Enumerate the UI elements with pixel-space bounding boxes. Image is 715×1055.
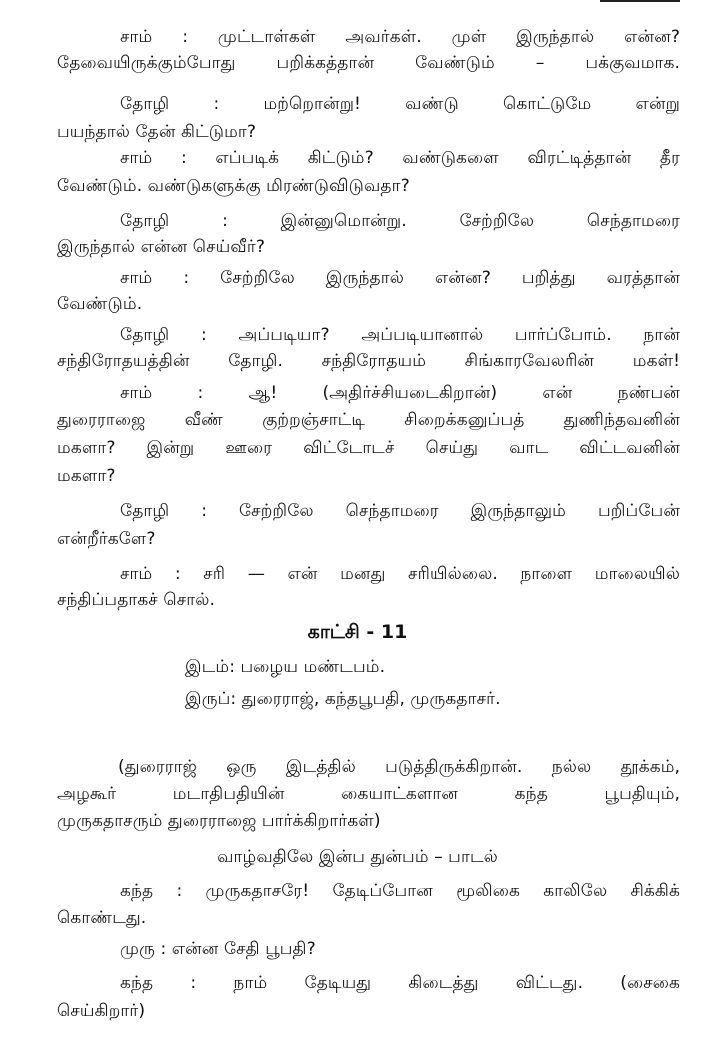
top-rule	[600, 0, 680, 2]
text-line: வேண்டும். வண்டுகளுக்கு மிரண்டுவிடுவதா?	[57, 176, 410, 196]
text-line: சாம் : முட்டாள்கள் அவர்கள். முள் இருந்தால் என்ன?	[120, 27, 680, 47]
text-line: அழகூர் மடாதிபதியின் கையாட்களான கந்த பூபதியும்,	[57, 784, 680, 804]
text-line: சாம் : எப்படிக் கிட்டும்? வண்டுகளை விரட்டித்தான் தீர	[120, 148, 680, 168]
text-line: தோழி : மற்றொன்று! வண்டு கொட்டுமே என்று	[120, 94, 680, 114]
text-line: செய்கிறார்)	[57, 1001, 146, 1021]
text-line: சந்திரோதயத்தின் தோழி. சந்திரோதயம் சிங்காரவேலரின் மகள்!	[57, 351, 680, 371]
text-line: வேண்டும்.	[57, 294, 143, 314]
text-line: தோழி : சேற்றிலே செந்தாமரை இருந்தாலும் பறிப்பேன்	[120, 501, 680, 521]
text-line: கந்த : நாம் தேடியது கிடைத்து விட்டது. (சைகை	[120, 973, 680, 993]
text-line: சாம் : சேற்றிலே இருந்தால் என்ன? பறித்து வரத்தான்	[120, 268, 680, 288]
text-line: கொண்டது.	[57, 908, 147, 928]
text-line: கந்த : முருகதாசரே! தேடிப்போன மூலிகை காலிலே சிக்கிக்	[120, 881, 680, 901]
text-line: துரைராஜை வீண் குற்றஞ்சாட்டி சிறைக்கனுப்பத் துணிந்தவனின்	[57, 410, 680, 430]
place-line: இடம்: பழைய மண்டபம்.	[185, 657, 386, 677]
text-line: என்றீர்களே?	[57, 529, 156, 549]
text-line: முருகதாசரும் துரைராஜை பார்க்கிறார்கள்)	[57, 811, 381, 831]
text-line: பயந்தால் தேன் கிட்டுமா?	[57, 122, 257, 142]
text-line: தேவையிருக்கும்போது பறிக்கத்தான் வேண்டும் – பக்குவமாக.	[57, 53, 680, 73]
characters-line: இருப்: துரைராஜ், கந்தபூபதி, முருகதாசர்.	[185, 689, 501, 709]
text-line: சந்திப்பதாகச் சொல்.	[57, 590, 215, 610]
text-line: இருந்தால் என்ன செய்வீர்?	[57, 237, 265, 257]
text-line: மகளா? இன்று ஊரை விட்டோடச் செய்து வாட விட்டவனின்	[57, 438, 680, 458]
text-line: (துரைராஜ் ஒரு இடத்தில் படுத்திருக்கிறான். நல்ல தூக்கம்,	[118, 757, 680, 777]
text-line: தோழி : அப்படியா? அப்படியானால் பார்ப்போம். நான்	[120, 325, 680, 345]
text-line: மகளா?	[57, 466, 116, 486]
text-line: தோழி : இன்னுமொன்று. சேற்றிலே செந்தாமரை	[120, 211, 680, 231]
scene-heading: காட்சி - 11	[307, 621, 408, 643]
song-title: வாழ்வதிலே இன்ப துன்பம் – பாடல்	[217, 847, 498, 867]
text-line: சாம் : சரி — என் மனது சரியில்லை. நாளை மாலையில்	[120, 564, 680, 584]
text-line: முரு : என்ன சேதி பூபதி?	[120, 939, 316, 959]
text-line: சாம் : ஆ! (அதிர்ச்சியடைகிறான்) என் நண்பன்	[120, 383, 680, 403]
